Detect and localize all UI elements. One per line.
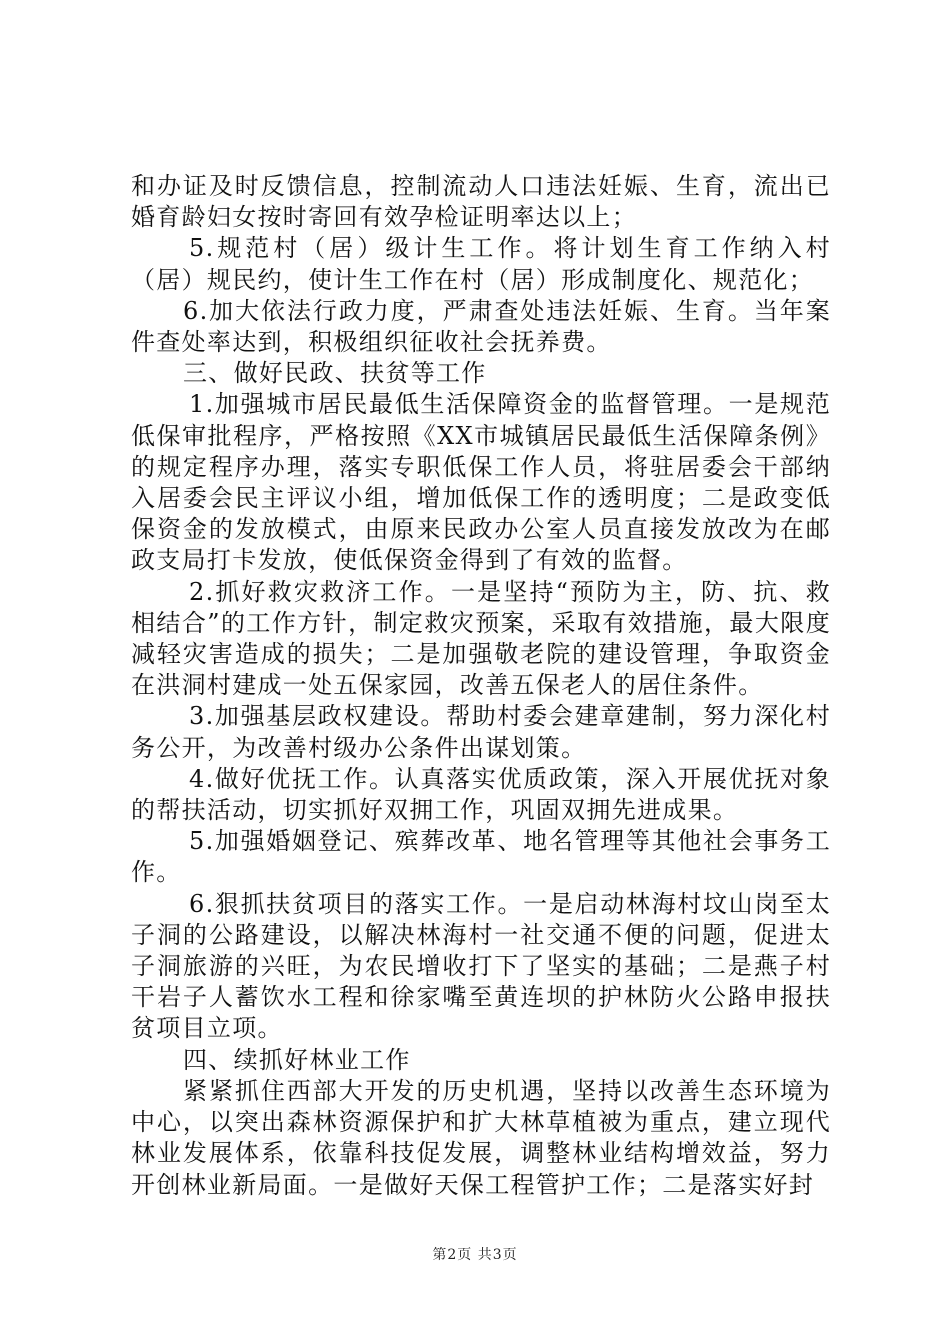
document-body [131,171,831,1201]
paragraph-3: 6.加大依法行政力度，严肃查处违法妊娠、生育。当年案件查处率达到，积极组织征收社会抚养费。 [131,296,831,357]
paragraph-9: 6.狠抓扶贫项目的落实工作。一是启动林海村坟山岗至太子洞的公路建设，以解决林海村一社交通不便的问题，促进太子洞旅游的兴旺，为农民增收打下了坚实的基础；二是燕子村干岩子人蓄饮水工程和徐家嘴至黄连坝的护林防火公路申报扶贫项目立项。 [131,889,831,1043]
paragraph-7: 4.做好优抚工作。认真落实优质政策，深入开展优抚对象的帮扶活动，切实抓好双拥工作，巩固双拥先进成果。 [131,764,831,825]
paragraph-10: 紧紧抓住西部大开发的历史机遇，坚持以改善生态环境为中心，以突出森林资源保护和扩大林草植被为重点，建立现代林业发展体系，依靠科技促发展，调整林业结构增效益，努力开创林业新局面。一是做好天保工程管护工作；二是落实好封 [131,1076,831,1199]
section-heading-4: 四、续抓好林业工作 [183,1045,411,1074]
paragraph-5: 2.抓好救灾救济工作。一是坚持“预防为主，防、抗、救相结合”的工作方针，制定救灾预案，采取有效措施，最大限度减轻灾害造成的损失；二是加强敬老院的建设管理，争取资金在洪洞村建成一处五保家园，改善五保老人的居住条件。 [131,577,831,700]
section-heading-3: 三、做好民政、扶贫等工作 [183,359,487,388]
paragraph-2: 5.规范村（居）级计生工作。将计划生育工作纳入村（居）规民约，使计生工作在村（居）形成制度化、规范化； [131,234,831,294]
page-footer: 第2页 共3页 [432,1247,518,1263]
paragraph-1: 和办证及时反馈信息，控制流动人口违法妊娠、生育，流出已婚育龄妇女按时寄回有效孕检证明率达以上； [131,172,831,232]
paragraph-6: 3.加强基层政权建设。帮助村委会建章建制，努力深化村务公开，为改善村级办公条件出谋划策。 [131,702,831,762]
paragraph-8: 5.加强婚姻登记、殡葬改革、地名管理等其他社会事务工作。 [131,827,831,887]
paragraph-4: 1.加强城市居民最低生活保障资金的监督管理。一是规范低保审批程序，严格按照《XX市城镇居民最低生活保障条例》的规定程序办理，落实专职低保工作人员，将驻居委会干部纳入居委会民主评议小组，增加低保工作的透明度；二是政变低保资金的发放模式，由原来民政办公室人员直接发放改为在邮政支局打卡发放，使低保资金得到了有效的监督。 [131,390,831,575]
